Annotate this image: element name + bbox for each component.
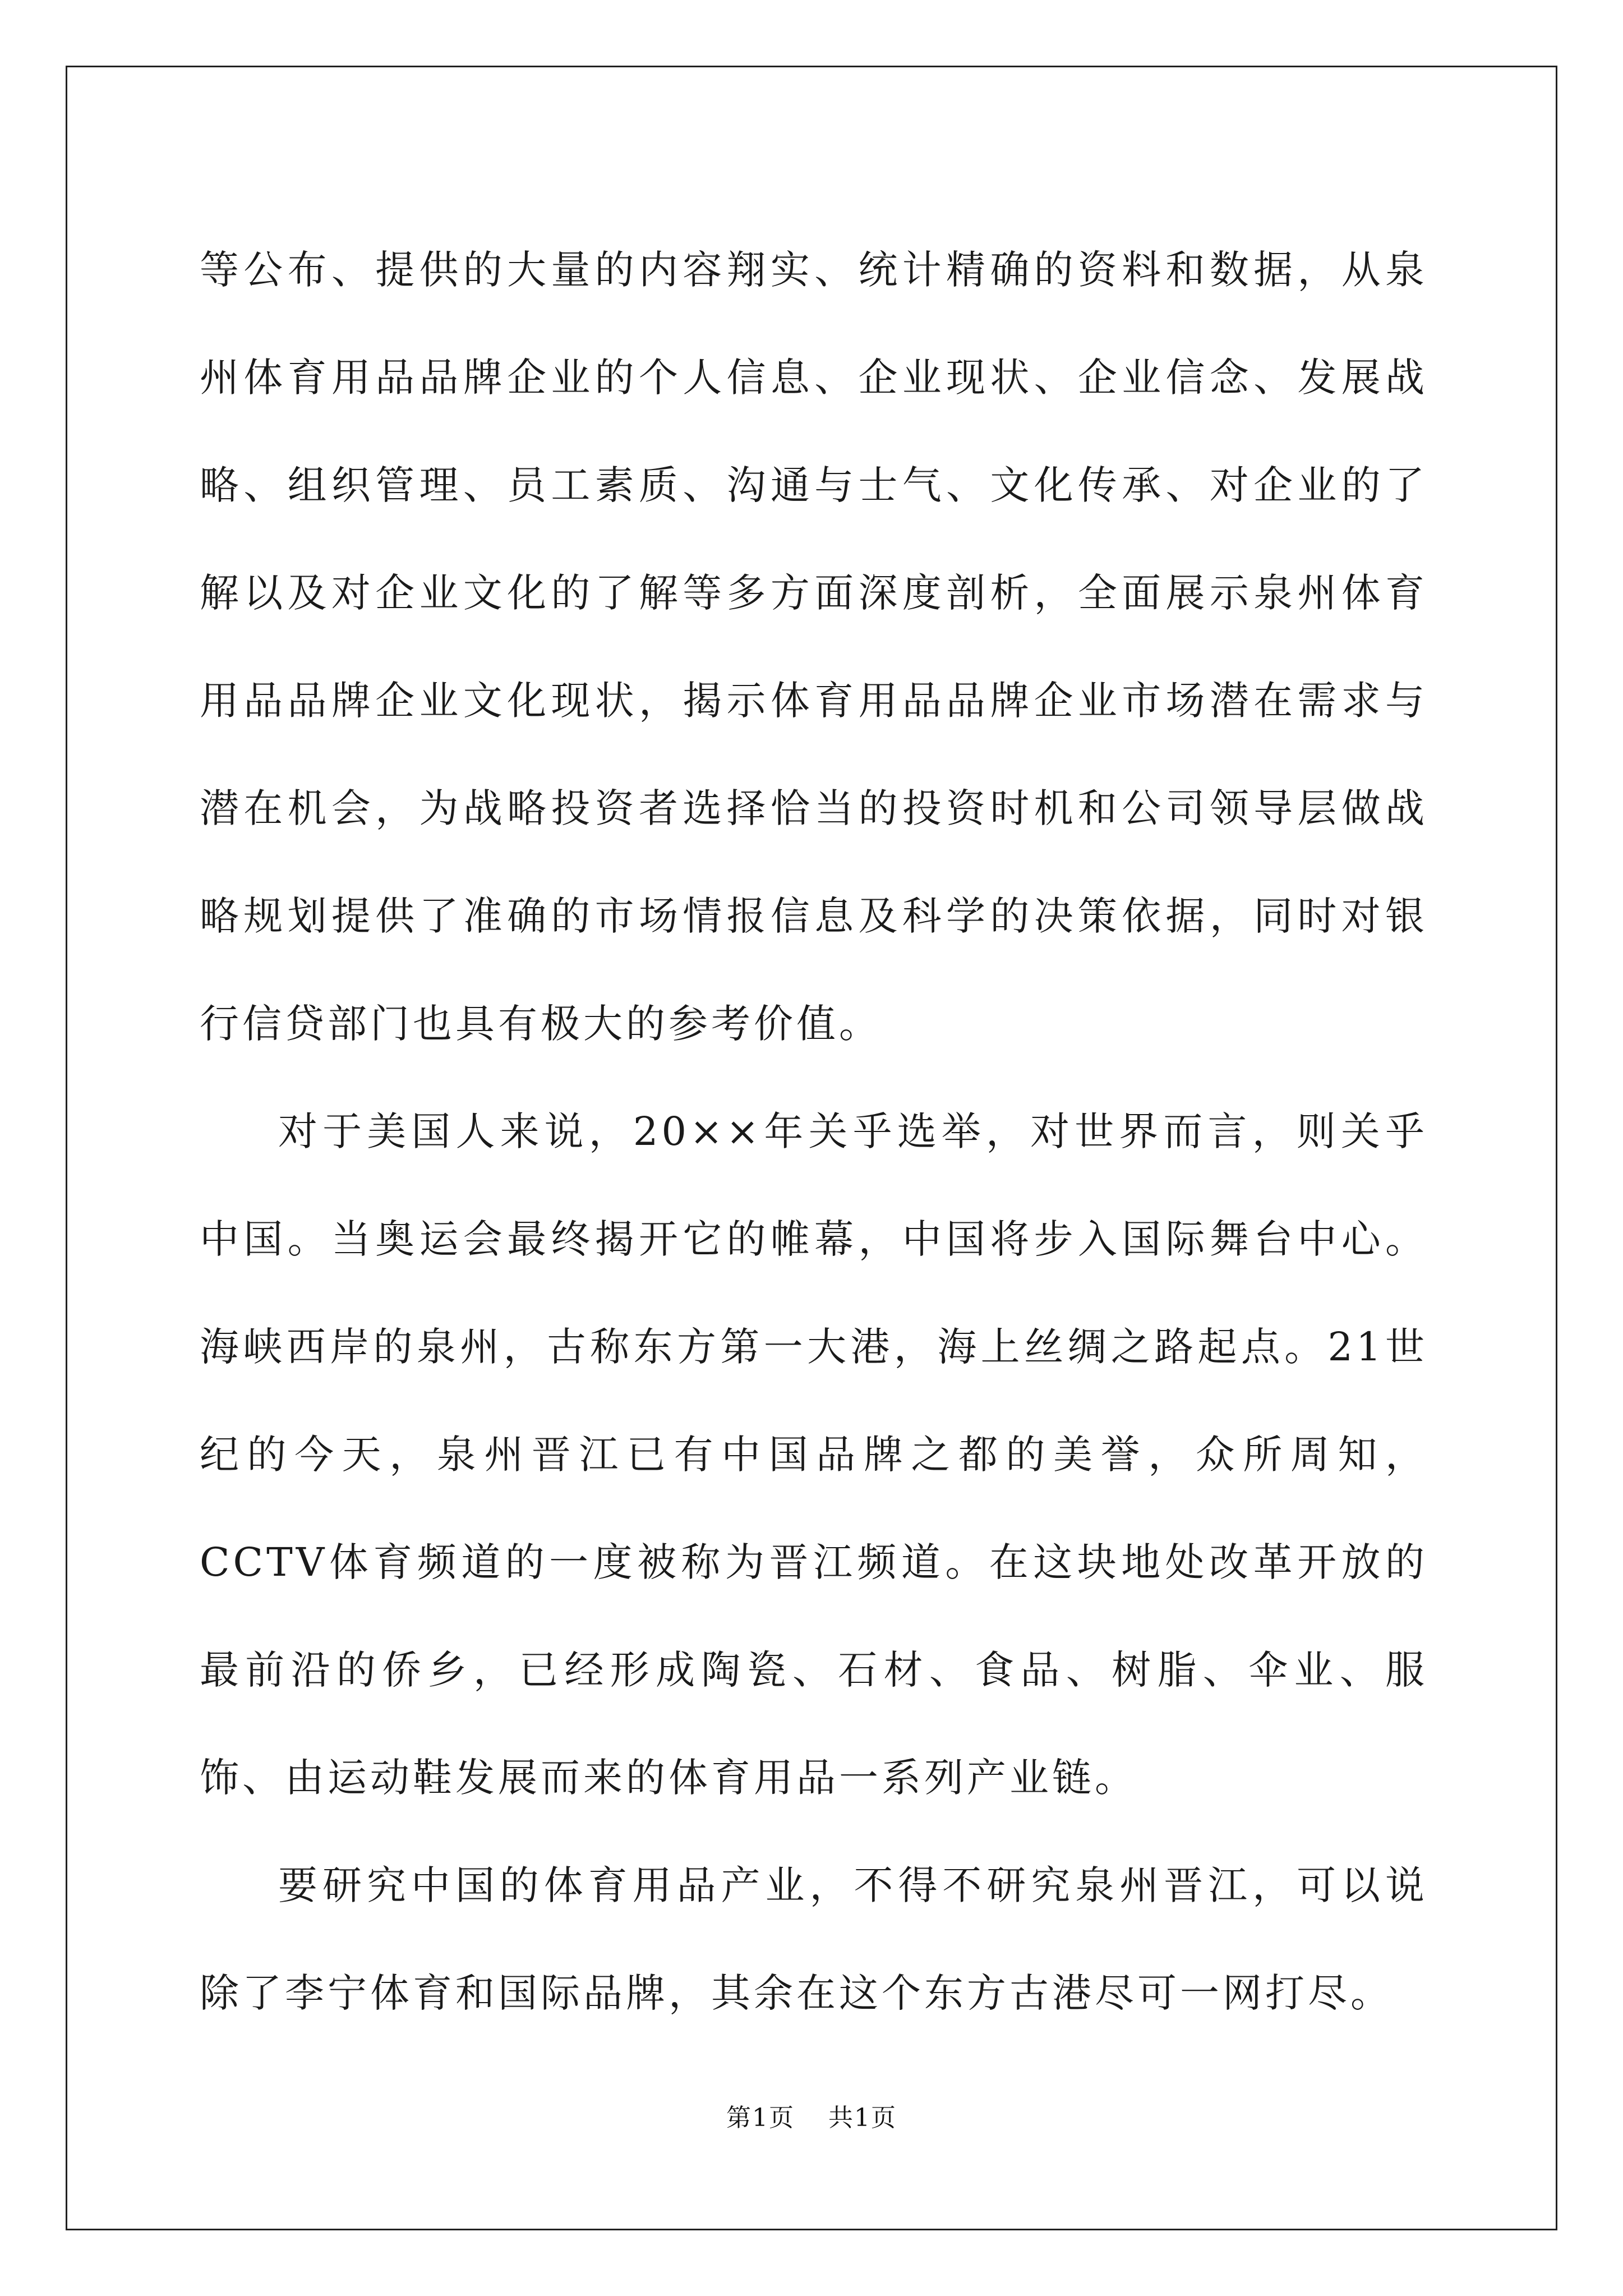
page-footer <box>0 2101 1623 2135</box>
page-number-total: 共1页 <box>828 2104 897 2132</box>
page-number-current: 第1页 <box>726 2104 795 2132</box>
paragraph-3: 要研究中国的体育用品产业，不得不研究泉州晋江，可以说除了李宁体育和国际品牌，其余在这个东方古港尽可一网打尽。 <box>200 1862 1428 2016</box>
document-body <box>200 216 1428 2047</box>
paragraph-1: 等公布、提供的大量的内容翔实、统计精确的资料和数据，从泉州体育用品品牌企业的个人信息、企业现状、企业信念、发展战略、组织管理、员工素质、沟通与士气、文化传承、对企业的了解以及对企业文化的了解等多方面深度剖析，全面展示泉州体育用品品牌企业文化现状，揭示体育用品品牌企业市场潜在需求与潜在机会，为战略投资者选择恰当的投资时机和公司领导层做战略规划提供了准确的市场情报信息及科学的决策依据，同时对银行信贷部门也具有极大的参考价值。 <box>200 247 1428 1047</box>
paragraph-2: 对于美国人来说，20××年关乎选举，对世界而言，则关乎中国。当奥运会最终揭开它的帷幕，中国将步入国际舞台中心。海峡西岸的泉州，古称东方第一大港，海上丝绸之路起点。21世纪的今天，泉州晋江已有中国品牌之都的美誉，众所周知，CCTV体育频道的一度被称为晋江频道。在这块地处改革开放的最前沿的侨乡，已经形成陶瓷、石材、食品、树脂、伞业、服饰、由运动鞋发展而来的体育用品一系列产业链。 <box>200 1108 1428 1801</box>
